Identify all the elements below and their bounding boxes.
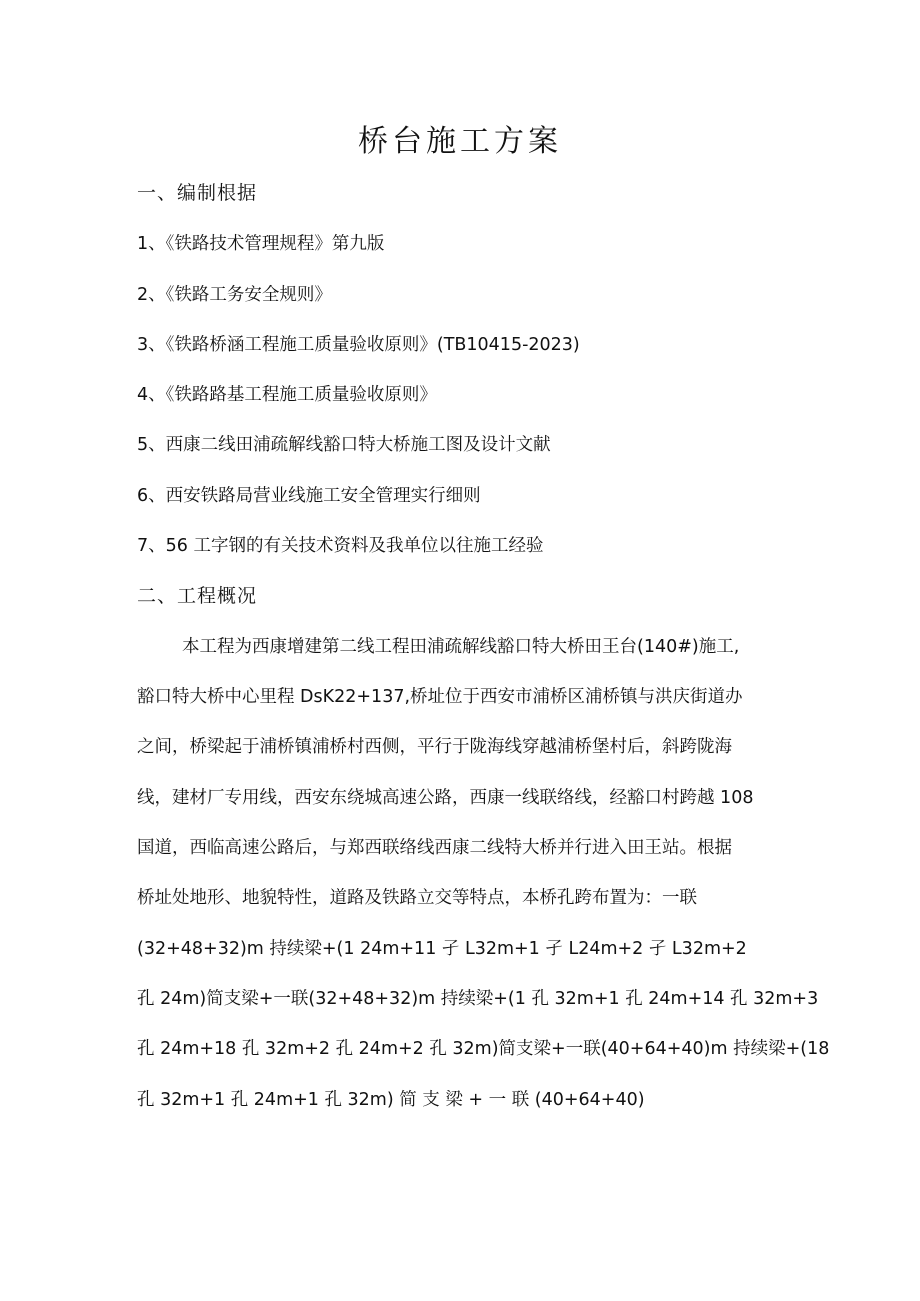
list-item: 4、《铁路路基工程施工质量验收原则》: [137, 385, 437, 405]
paragraph-line: 国道，西临高速公路后，与郑西联络线西康二线特大桥并行进入田王站。根据: [137, 838, 732, 858]
list-item: 2、《铁路工务安全规则》: [137, 285, 332, 305]
section-heading-overview: 二、工程概况: [137, 585, 258, 607]
paragraph-line: 桥址处地形、地貌特性，道路及铁路立交等特点，本桥孔跨布置为：一联: [137, 888, 697, 908]
section-heading-basis: 一、编制根据: [137, 182, 258, 204]
paragraph-line: 本工程为西康增建第二线工程田浦疏解线豁口特大桥田王台(140#)施工,: [182, 637, 740, 657]
paragraph-line: (32+48+32)m 持续梁+(1 24m+11 孑 L32m+1 孑 L24m+2 孑 L32m+2: [137, 939, 747, 959]
paragraph-line: 孔 32m+1 孔 24m+1 孔 32m) 简 支 梁 + 一 联 (40+64+40): [137, 1090, 645, 1110]
list-item: 6、西安铁路局营业线施工安全管理实行细则: [137, 486, 481, 506]
paragraph-line: 孔 24m)简支梁+一联(32+48+32)m 持续梁+(1 孔 32m+1 孔 24m+14 孔 32m+3: [137, 989, 819, 1009]
list-item: 3、《铁路桥涵工程施工质量验收原则》(TB10415-2023): [137, 335, 580, 355]
page-title: 桥台施工方案: [358, 124, 562, 159]
list-item: 7、56 工字钢的有关技术资料及我单位以往施工经验: [137, 536, 544, 556]
list-item: 5、西康二线田浦疏解线豁口特大桥施工图及设计文献: [137, 435, 551, 455]
paragraph-line: 孔 24m+18 孔 32m+2 孔 24m+2 孔 32m)简支梁+一联(40+64+40)m 持续梁+(18: [137, 1039, 830, 1059]
paragraph-line: 之间，桥梁起于浦桥镇浦桥村西侧，平行于陇海线穿越浦桥堡村后，斜跨陇海: [137, 737, 732, 757]
paragraph-line: 线，建材厂专用线，西安东绕城高速公路，西康一线联络线，经豁口村跨越 108: [137, 788, 754, 808]
paragraph-line: 豁口特大桥中心里程 DsK22+137,桥址位于西安市浦桥区浦桥镇与洪庆街道办: [137, 687, 743, 707]
list-item: 1、《铁路技术管理规程》第九版: [137, 234, 385, 254]
